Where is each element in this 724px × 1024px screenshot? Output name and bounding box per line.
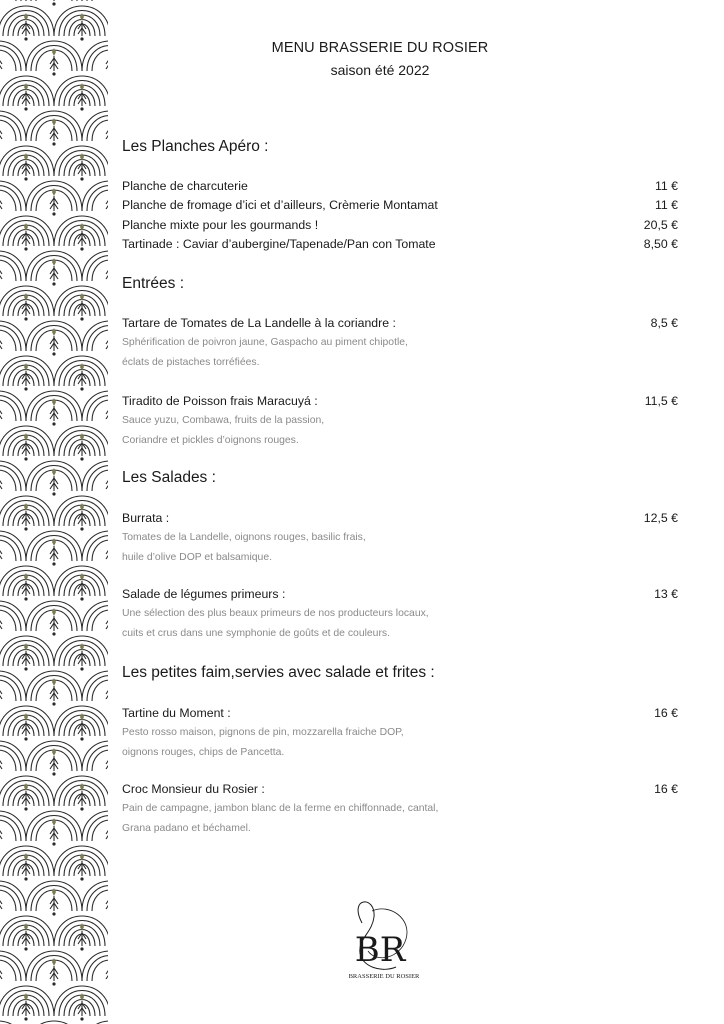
menu-item-description: Pesto rosso maison, pignons de pin, mozzarella fraiche DOP, oignons rouges, chips de Pancetta. bbox=[122, 727, 404, 758]
menu-item-name: Salade de légumes primeurs : bbox=[122, 587, 286, 601]
menu-item-price: 13 € bbox=[654, 587, 678, 601]
menu-item-name: Tartine du Moment : bbox=[122, 706, 231, 720]
menu-item-price: 11,5 € bbox=[644, 394, 678, 408]
logo-caption: BRASSERIE DU ROSIER bbox=[348, 973, 420, 980]
menu-item-price: 8,5 € bbox=[650, 316, 678, 330]
menu-item-price: 16 € bbox=[654, 706, 678, 720]
menu-item-name: Tiradito de Poisson frais Maracuyá : bbox=[122, 394, 318, 408]
menu-item-price: 11 € bbox=[654, 179, 678, 193]
decorative-border-pattern bbox=[0, 0, 108, 1024]
logo-monogram: BR bbox=[354, 930, 406, 970]
menu-item-name: Tartinade : Caviar d’aubergine/Tapenade/Pan con Tomate bbox=[122, 237, 436, 251]
section-title-salades: Les Salades : bbox=[122, 469, 216, 486]
menu-item-name: Tartare de Tomates de La Landelle à la coriandre : bbox=[122, 316, 396, 330]
brasserie-logo bbox=[330, 893, 430, 995]
menu-item-price: 8,50 € bbox=[643, 237, 678, 251]
menu-item-price: 11 € bbox=[654, 198, 678, 212]
menu-item-price: 12,5 € bbox=[643, 511, 678, 525]
menu-subtitle: saison été 2022 bbox=[330, 62, 430, 78]
menu-item-name: Planche mixte pour les gourmands ! bbox=[122, 218, 319, 232]
menu-item-description: Tomates de la Landelle, oignons rouges, basilic frais, huile d’olive DOP et balsamique. bbox=[122, 532, 366, 563]
section-title-planches: Les Planches Apéro : bbox=[122, 138, 269, 155]
section-title-entrees: Entrées : bbox=[122, 275, 185, 292]
menu-item-name: Planche de fromage d’ici et d’ailleurs, Crèmerie Montamat bbox=[122, 198, 438, 212]
menu-item-name: Burrata : bbox=[122, 511, 170, 525]
menu-item-description: Sauce yuzu, Combawa, fruits de la passion, Coriandre et pickles d’oignons rouges. bbox=[122, 415, 325, 446]
section-title-petites-faim: Les petites faim,servies avec salade et frites : bbox=[122, 664, 435, 681]
menu-title: MENU BRASSERIE DU ROSIER bbox=[271, 40, 489, 56]
menu-item-description: Pain de campagne, jambon blanc de la ferme en chiffonnade, cantal, Grana padano et béchamel. bbox=[122, 803, 439, 834]
menu-item-price: 16 € bbox=[654, 782, 678, 796]
menu-item-name: Croc Monsieur du Rosier : bbox=[122, 782, 265, 796]
menu-item-price: 20,5 € bbox=[643, 218, 678, 232]
menu-item-name: Planche de charcuterie bbox=[122, 179, 248, 193]
menu-item-description: Sphérification de poivron jaune, Gaspacho au piment chipotle, éclats de pistaches torréfiées. bbox=[122, 337, 408, 368]
menu-item-description: Une sélection des plus beaux primeurs de nos producteurs locaux, cuits et crus dans une symphonie de goûts et de couleurs. bbox=[122, 608, 429, 639]
